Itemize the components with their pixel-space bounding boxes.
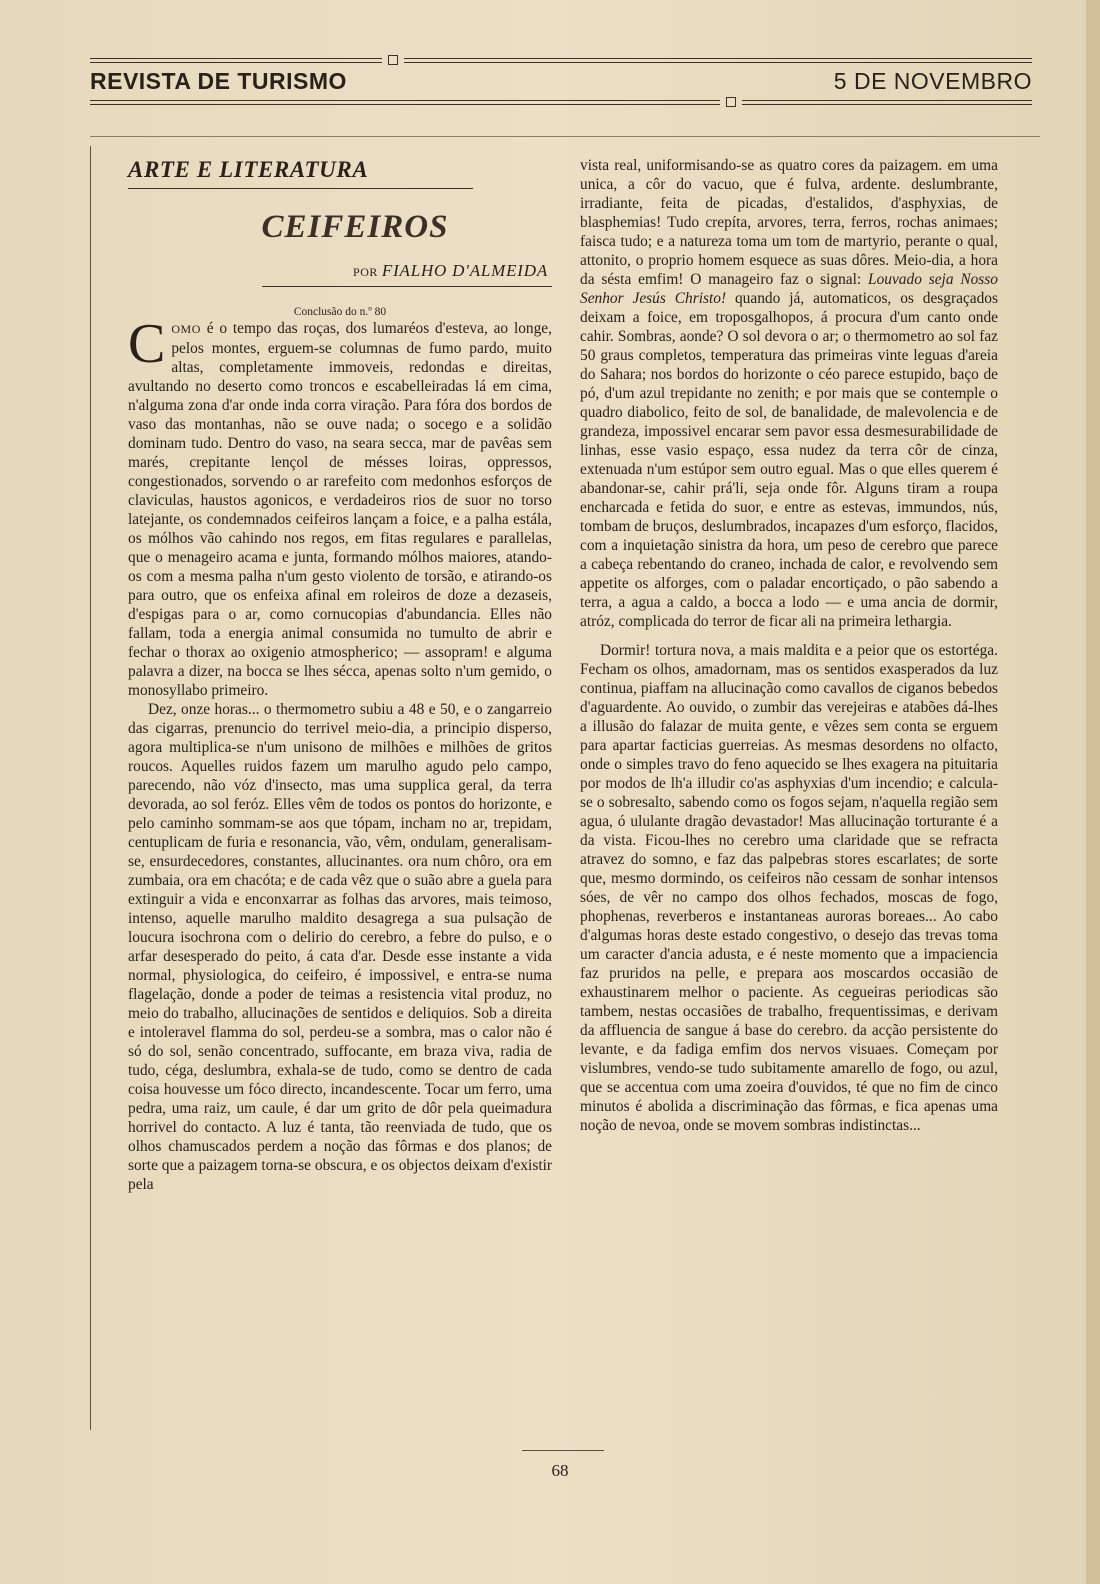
paragraph-1 xyxy=(128,313,552,700)
header-ornament-top xyxy=(388,55,398,65)
paragraph-4: Dormir! tortura nova, a mais maldita e a peior que os estortéga. Fecham os olhos, amadornam, mas os sentidos exasperados da luz continua, piaffam na allucinação como cavallos de ciganos bebedos d'aguardente. Ao ouvido, o zumbir das verejeiras e atabões dá-lhes a illusão do falazar de muita gente, e vêzes sem conta se erguem para apartar facticias guerreias. As mesmas desordens no olfacto, onde o simples travo do feno aquecido se lhes exagera na pituitaria por modos de lh'a illudir co'as asphyxias d'um incendio; e calcula-se o sobresalto, sabendo como os fogos sejam, n'aquella região sem agua, ó ululante dragão devastador! Mas allucinação torturante é a da vista. Ficou-lhes no cerebro uma claridade que se refracta atravez do somno, e faz das palpebras stores escarlates; de sorte que, mesmo dormindo, os ceifeiros não cessam de sonhar intensos sóes, de vêr no campo dos olhos fechados, moscas de fogo, phophenas, reverberos e instantaneas auroras boreaes... Ao cabo d'algumas horas deste estado congestivo, o desejo das trevas toma um caracter d'ancia adusta, e é neste momento que a impaciencia faz pruridos na pelle, e prepara aos moscardos occasião de exhaustinarem melhor o paciente. As cegueiras periodicas são tambem, nestas occasiões de trabalho, frequentissimas, e derivam da affluencia de sangue á base do cerebro. da acção persistente do levante, e da fadiga emfim dos nervos visuaes. Começam por vislumbres, vendo-se tudo subitamente amarello de fogo, ou azul, que se accentua com uma zoeira d'ouvidos, té que no fim de cinco minutos é abolida a discriminação das fôrmas, e fica apenas uma noção de nevoa, onde se movem sombras indistinctas... xyxy=(580,642,998,1134)
byline xyxy=(128,259,552,284)
header-magazine-title: REVISTA DE TURISMO xyxy=(90,68,347,94)
section-rule xyxy=(128,188,473,189)
header-rule-bottom-right xyxy=(742,100,1032,101)
header-ornament-bottom xyxy=(726,97,736,107)
page-edge xyxy=(1086,0,1100,1584)
first-word-smallcaps: OMO xyxy=(171,322,201,336)
article-frame-top xyxy=(90,136,1040,137)
paragraph-3-text-b: quando já, automaticos, os desgraçados deixam a foice, em troposgalhopos, á procura d'um canto onde cahir. Sombras, aonde? O sol devora o ar; o thermometro ao sol faz 50 graus completos, temperatura das primeiras vinte leguas d'areia do Sahara; nos bordos do horizonte o céo parece estupido, baço de pó, d'um azul trepidante no zenith; e por mais que se contemple o quadro diabolico, feito de sol, de banalidade, de malevolencia e de grandeza, impossivel encarar sem pavor essa desmesurabilidade de linhas, esse vasio espaço, essa nudez da terra côr de cinza, extenuada n'um estúpor sem outro egual. Mas o que elles querem é abandonar-se, cahir prá'li, seja onde fôr. Alguns tiram a roupa encharcada e fetida do suor, e entre as estevas, immundos, nús, tombam de bruços, deslumbrados, incapazes d'um esforço, flacidos, com a inquietação sinistra da hora, um peso de cerebro que parece a cabeça rebentando do craneo, inchada de calor, e revolvendo sem appetite os alforges, com o paladar encortiçado, o pão sabendo a terra, a agua a caldo, a bocca a lodo — e uma ancia de dormir, atróz, complicada do terror de ficar ali na primeira lethargia. xyxy=(580,290,998,630)
article-column-left xyxy=(128,156,552,1194)
header-rule-top-right-2 xyxy=(404,62,1032,63)
byline-prefix: POR xyxy=(353,265,378,279)
header-rule-bottom-left-2 xyxy=(90,104,720,105)
header-rule-top-right xyxy=(404,58,1032,59)
quote-louvado: Louvado seja Nosso Senhor Jesús Christo! xyxy=(580,271,998,307)
section-title: ARTE E LITERATURA xyxy=(128,157,369,182)
page-number: 68 xyxy=(551,1461,569,1480)
paragraph-gap xyxy=(580,631,998,641)
author-name: FIALHO D'ALMEIDA xyxy=(381,261,548,280)
header-date: 5 DE NOVEMBRO xyxy=(833,68,1032,94)
paragraph-1-text: é o tempo das roças, dos lumaréos d'esteva, ao longe, pelos montes, erguem-se columnas de fumo pardo, muito altas, completamente immoveis, redondas e direitas, avultando no deserto como troncos e escabelleiradas lá em cima, n'alguma zona d'ar onde inda corra viração. Para fóra dos bordos de vaso das montanhas, não se ouve nada; o socego e a solidão dominam tudo. Dentro do vaso, na seara secca, mar de pavêas sem marés, crepitante lençol de mésses loiras, oppressos, congestionados, sorvendo o ar rarefeito com medonhos esforços de claviculas, haustos agonicos, e verdadeiros rios de suor no torso latejante, os condemnados ceifeiros lançam a foice, e a palha estála, os mólhos vão cahindo nos regos, em fitas regulares e parallelas, que o menageiro acama e junta, formando mólhos maiores, atando-os com a mesma palha n'um gesto violento de torsão, e atirando-os para outro, que os enfeixa afinal em roleiros de doze a dezaseis, d'espigas para o ar, como cornucopias d'abundancia. Elles não fallam, toda a energia animal consumida no tumulto de abrir e fechar o thorax ao oxigenio atmospherico; — assopram! e alguma palavra a dizer, na bocca se lhes sécca, apenas solto n'um gemido, o monosyllabo primeiro. xyxy=(128,320,552,699)
header-rule-top-left-2 xyxy=(90,62,382,63)
paragraph-2: Dez, onze horas... o thermometro subiu a 48 e 50, e o zangarreio das cigarras, prenuncio do terrivel meio-dia, a principio disperso, agora multiplica-se n'um unisono de milhões e milhões de gritos roucos. Aquelles ruidos fazem um marulho agudo pelo campo, parecendo, não vóz d'insecto, mas uma supplica geral, da terra devorada, ao sol feróz. Elles vêm de todos os pontos do horizonte, e pelo caminho sommam-se aos que tópam, incham no ar, trepidam, centuplicam de furia e resonancia, vão, vêm, ondulam, generalisam-se, ensurdecedores, constantes, allucinantes. ora num chôro, ora em zumbaia, ora em chacóta; e de cada vêz que o suão abre a guela para extinguir a vida e enconxarrar as folhas das arvores, mais teimoso, intenso, aquelle marulho maldito desagrega a sua pulsação de loucura isochrona com o delirio do cerebro, a febre do pulso, e o arfar desesperado do peito, á cata d'ar. Desde esse instante a vida normal, physiologica, do ceifeiro, é impossivel, e entra-se numa flagelação, donde a poder de teimas a resistencia vital produz, no meio do trabalho, allucinações de sentidos e deliquios. Sob a direita e intoleravel flamma do sol, perdeu-se a sombra, mas o calor não é só do sol, senão concentrado, suffocante, em braza viva, radia de tudo, céga, deslumbra, exhala-se de tudo, como se dentro de cada coisa houvesse um fóco directo, incandescente. Tocar um ferro, uma pedra, uma raiz, um caule, é dar um grito de dôr pela queimadura horrivel do contacto. A luz é tanta, tão reenviada de tudo, que os olhos chamuscados perdem a noção das fôrmas e dos planos; de sorte que a paizagem torna-se obscura, e os objectos deixam d'existir pela xyxy=(128,701,552,1193)
paragraph-3 xyxy=(580,156,998,631)
header-rule-bottom-left xyxy=(90,100,720,101)
article-column-right xyxy=(580,156,998,1135)
byline-rule xyxy=(262,286,552,287)
header-rule-bottom-right-2 xyxy=(742,104,1032,105)
article-title: CEIFEIROS xyxy=(261,209,449,245)
paragraph-3-text-a: vista real, uniformisando-se as quatro cores da paizagem. em uma unica, a côr do vacuo, que é fulva, ardente. deslumbrante, irradiante, feita de picadas, d'estalidos, d'asphyxias, de blasphemias! Tudo crepíta, arvores, terra, ferros, rochas animaes; faisca tudo; e a natureza toma um tom de martyrio, perante o qual, attonito, o proprio homem esquece as suas dôres. Meio-dia, a hora da sésta emfim! O manageiro faz o signal: xyxy=(580,157,998,288)
continuation-note: Conclusão do n.º 80 xyxy=(293,306,387,318)
header-rule-top-left xyxy=(90,58,382,59)
page-number-rule xyxy=(522,1450,604,1451)
article-frame-left xyxy=(90,146,91,1430)
drop-cap: C xyxy=(128,313,166,375)
